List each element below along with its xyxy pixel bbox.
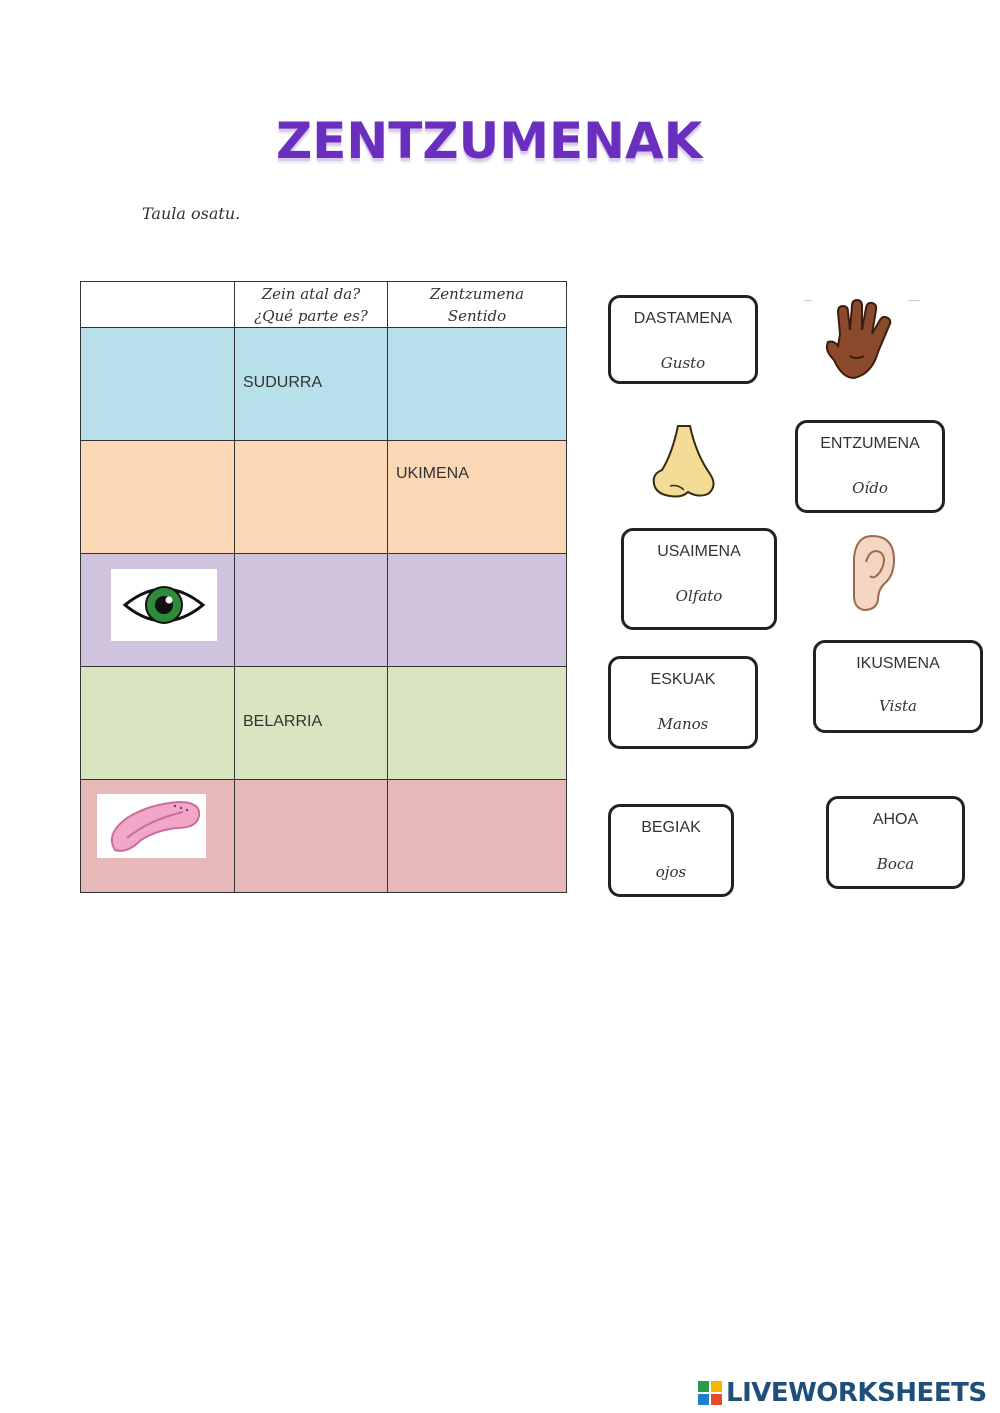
brand-name: LIVEWORKSHEETS bbox=[726, 1378, 987, 1408]
card-eu-label: USAIMENA bbox=[657, 543, 741, 560]
card-eu-label: DASTAMENA bbox=[633, 310, 733, 327]
divider bbox=[908, 300, 920, 301]
image-cell[interactable] bbox=[81, 441, 235, 554]
card-es-label: Oído bbox=[852, 479, 888, 497]
card-eu-label: BEGIAK bbox=[641, 819, 701, 836]
sense-text: UKIMENA bbox=[396, 465, 469, 482]
table-header-row bbox=[81, 282, 567, 328]
header-cell-sense bbox=[388, 282, 567, 328]
part-cell[interactable] bbox=[235, 554, 388, 667]
card-eu-label: ENTZUMENA bbox=[820, 435, 920, 452]
card-es-label: Vista bbox=[878, 697, 918, 715]
sense-cell[interactable] bbox=[388, 441, 567, 554]
eye-image bbox=[111, 569, 217, 641]
card-ikusmena[interactable] bbox=[813, 640, 983, 733]
table-row bbox=[81, 780, 567, 893]
table-row bbox=[81, 554, 567, 667]
card-eu-label: AHOA bbox=[872, 811, 919, 828]
instruction-text: Taula osatu. bbox=[142, 204, 241, 223]
card-es-label: Gusto bbox=[660, 354, 706, 372]
part-cell[interactable] bbox=[235, 780, 388, 893]
eye-icon bbox=[111, 569, 217, 641]
card-es-label: Olfato bbox=[675, 587, 723, 605]
card-dastamena[interactable] bbox=[608, 295, 758, 384]
card-ahoa[interactable] bbox=[826, 796, 965, 889]
sense-cell[interactable] bbox=[388, 780, 567, 893]
card-es-label: Boca bbox=[876, 855, 915, 873]
sense-cell[interactable] bbox=[388, 554, 567, 667]
card-eskuak[interactable] bbox=[608, 656, 758, 749]
part-text: SUDURRA bbox=[243, 374, 323, 391]
image-cell[interactable] bbox=[81, 667, 235, 780]
header-part-es: ¿Qué parte es? bbox=[254, 306, 368, 325]
table-row bbox=[81, 441, 567, 554]
nose-icon bbox=[648, 424, 718, 498]
page-title: ZENTZUMENAK bbox=[276, 112, 703, 170]
ear-icon bbox=[848, 532, 898, 612]
tongue-icon bbox=[97, 794, 206, 858]
image-cell[interactable] bbox=[81, 780, 235, 893]
image-cell[interactable] bbox=[81, 554, 235, 667]
divider bbox=[804, 300, 812, 301]
image-cell[interactable] bbox=[81, 328, 235, 441]
part-cell[interactable] bbox=[235, 667, 388, 780]
card-es-label: Manos bbox=[657, 715, 709, 733]
liveworksheets-logo[interactable] bbox=[698, 1378, 987, 1408]
hand-icon bbox=[804, 298, 920, 386]
card-entzumena[interactable] bbox=[795, 420, 945, 513]
nose-picture[interactable] bbox=[648, 424, 718, 498]
brand-logo-icon bbox=[698, 1381, 722, 1405]
sense-cell[interactable] bbox=[388, 328, 567, 441]
header-part-eu: Zein atal da? bbox=[261, 284, 361, 303]
header-cell-part bbox=[235, 282, 388, 328]
hand-picture[interactable] bbox=[804, 298, 920, 386]
table-row bbox=[81, 328, 567, 441]
part-cell[interactable] bbox=[235, 328, 388, 441]
header-cell-empty bbox=[81, 282, 235, 328]
header-sense-eu: Zentzumena bbox=[429, 284, 525, 303]
ear-picture[interactable] bbox=[848, 532, 898, 612]
card-begiak[interactable] bbox=[608, 804, 734, 897]
senses-table bbox=[80, 281, 567, 893]
card-eu-label: IKUSMENA bbox=[856, 655, 940, 672]
part-cell[interactable] bbox=[235, 441, 388, 554]
table-row bbox=[81, 667, 567, 780]
tongue-image bbox=[97, 794, 206, 858]
card-es-label: ojos bbox=[655, 863, 687, 881]
sense-cell[interactable] bbox=[388, 667, 567, 780]
part-text: BELARRIA bbox=[243, 713, 323, 730]
card-eu-label: ESKUAK bbox=[650, 671, 716, 688]
header-sense-es: Sentido bbox=[447, 306, 507, 325]
card-usaimena[interactable] bbox=[621, 528, 777, 630]
